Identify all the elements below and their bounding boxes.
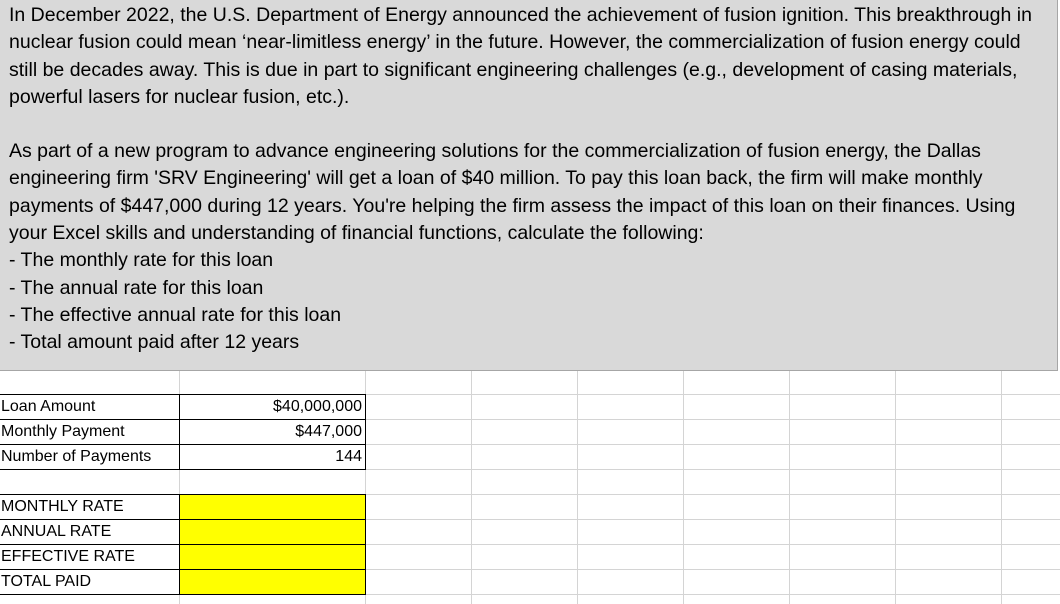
annual-rate-label[interactable]: ANNUAL RATE <box>0 520 179 545</box>
number-of-payments-label[interactable]: Number of Payments <box>0 445 179 470</box>
task-item-total-paid: - Total amount paid after 12 years <box>9 331 300 354</box>
total-paid-answer-cell[interactable] <box>179 570 366 595</box>
spreadsheet-grid[interactable] <box>0 371 1060 604</box>
total-paid-label[interactable]: TOTAL PAID <box>0 570 179 595</box>
monthly-rate-label[interactable]: MONTHLY RATE <box>0 495 179 520</box>
number-of-payments-value[interactable]: 144 <box>179 445 366 470</box>
effective-rate-answer-cell[interactable] <box>179 545 366 570</box>
task-item-monthly-rate: - The monthly rate for this loan <box>9 249 274 272</box>
monthly-payment-value[interactable]: $447,000 <box>179 420 366 445</box>
loan-amount-label[interactable]: Loan Amount <box>0 395 179 420</box>
loan-amount-value[interactable]: $40,000,000 <box>179 395 366 420</box>
task-paragraph: As part of a new program to advance engineering solutions for the commercialization of fusion energy, the Dallas engineering firm 'SRV Engineering' will get a loan of $40 million. To pay this loan back, the firm will make monthly payments of $447,000 during 12 years. You're helping the firm assess the impact of this loan on their finances. Using your Excel skills and understanding of financial functions, calculate the following: <box>9 140 1016 245</box>
intro-paragraph: In December 2022, the U.S. Department of Energy announced the achievement of fusion ignition. This breakthrough in nuclear fusion could mean ‘near-limitless energy’ in the future. However, the commercialization of fusion energy could still be decades away. This is due in part to significant engineering challenges (e.g., development of casing materials, powerful lasers for nuclear fusion, etc.). <box>9 4 1032 108</box>
monthly-payment-label[interactable]: Monthly Payment <box>0 420 179 445</box>
task-item-annual-rate: - The annual rate for this loan <box>9 276 264 299</box>
effective-rate-label[interactable]: EFFECTIVE RATE <box>0 545 179 570</box>
annual-rate-answer-cell[interactable] <box>179 520 366 545</box>
task-item-effective-rate: - The effective annual rate for this loan <box>9 303 342 326</box>
monthly-rate-answer-cell[interactable] <box>179 495 366 520</box>
paragraph-gap <box>9 111 1039 138</box>
